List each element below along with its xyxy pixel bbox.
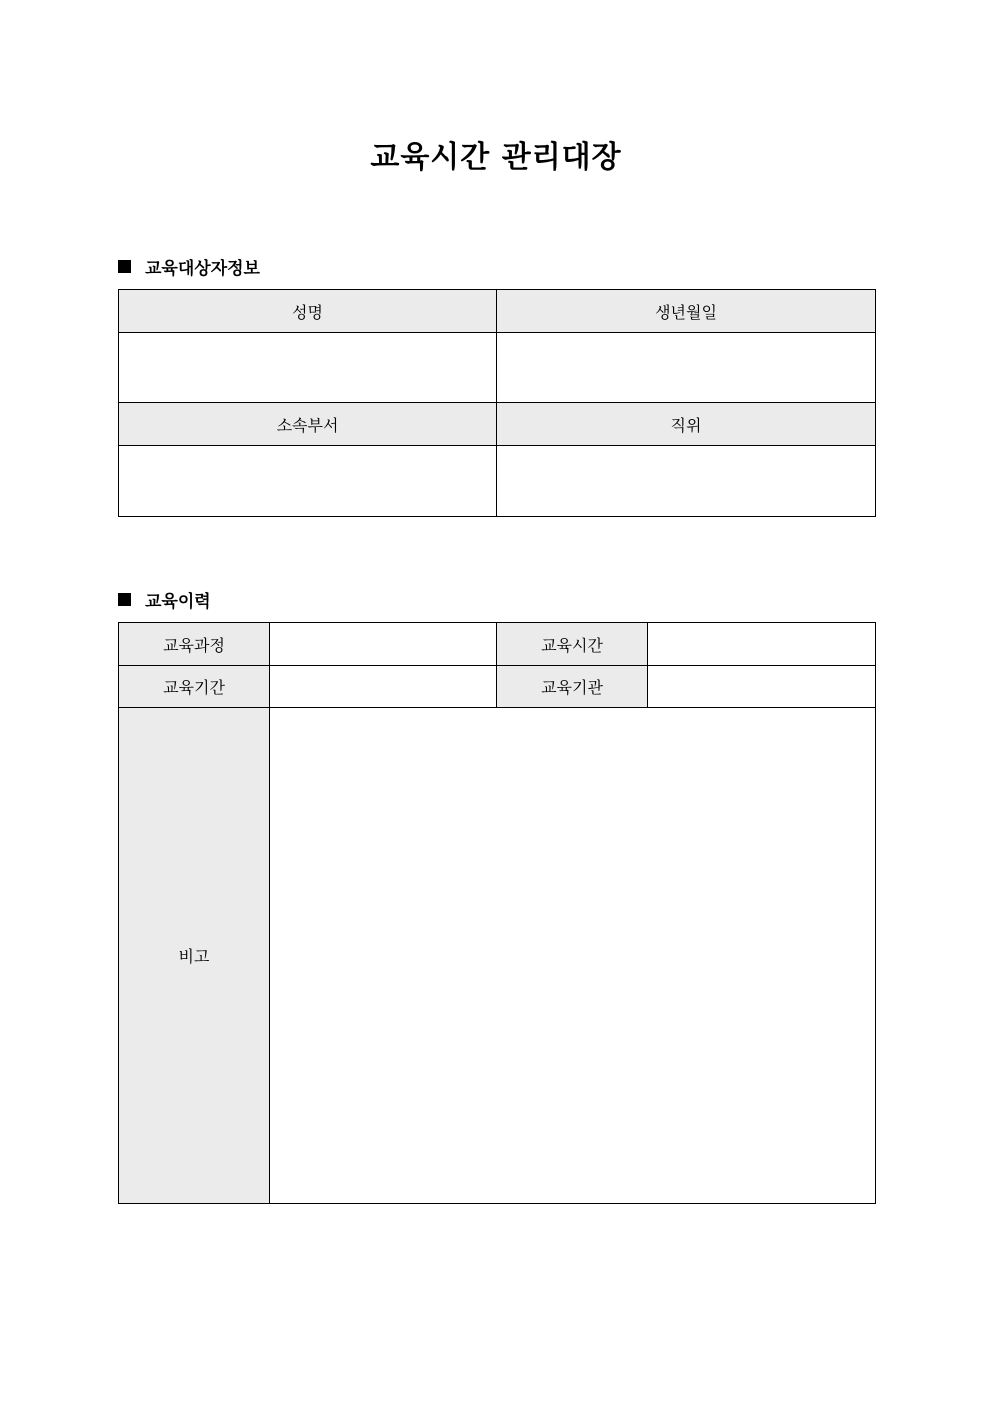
table-row bbox=[119, 446, 876, 517]
table-row bbox=[119, 708, 876, 1204]
period-field[interactable] bbox=[270, 666, 497, 708]
period-label: 교육기간 bbox=[119, 666, 270, 708]
course-label: 교육과정 bbox=[119, 623, 270, 666]
section-heading-training-history bbox=[118, 587, 211, 612]
course-field[interactable] bbox=[270, 623, 497, 666]
institution-label: 교육기관 bbox=[497, 666, 648, 708]
remarks-label: 비고 bbox=[119, 708, 270, 1204]
hours-field[interactable] bbox=[648, 623, 876, 666]
table-row bbox=[119, 290, 876, 333]
section-heading-label: 교육대상자정보 bbox=[145, 259, 260, 279]
position-label: 직위 bbox=[497, 403, 876, 446]
remarks-field[interactable] bbox=[270, 708, 876, 1204]
birthdate-field[interactable] bbox=[497, 333, 876, 403]
institution-field[interactable] bbox=[648, 666, 876, 708]
name-label: 성명 bbox=[119, 290, 497, 333]
department-field[interactable] bbox=[119, 446, 497, 517]
section-heading-trainee-info bbox=[118, 254, 260, 279]
trainee-info-table bbox=[118, 289, 876, 517]
hours-label: 교육시간 bbox=[497, 623, 648, 666]
training-history-table bbox=[118, 622, 876, 1204]
square-bullet-icon bbox=[118, 593, 131, 606]
department-label: 소속부서 bbox=[119, 403, 497, 446]
birthdate-label: 생년월일 bbox=[497, 290, 876, 333]
page-title: 교육시간 관리대장 bbox=[370, 140, 622, 175]
position-field[interactable] bbox=[497, 446, 876, 517]
name-field[interactable] bbox=[119, 333, 497, 403]
table-row bbox=[119, 623, 876, 666]
section-heading-label: 교육이력 bbox=[145, 592, 211, 612]
table-row bbox=[119, 333, 876, 403]
square-bullet-icon bbox=[118, 260, 131, 273]
table-row bbox=[119, 666, 876, 708]
table-row bbox=[119, 403, 876, 446]
